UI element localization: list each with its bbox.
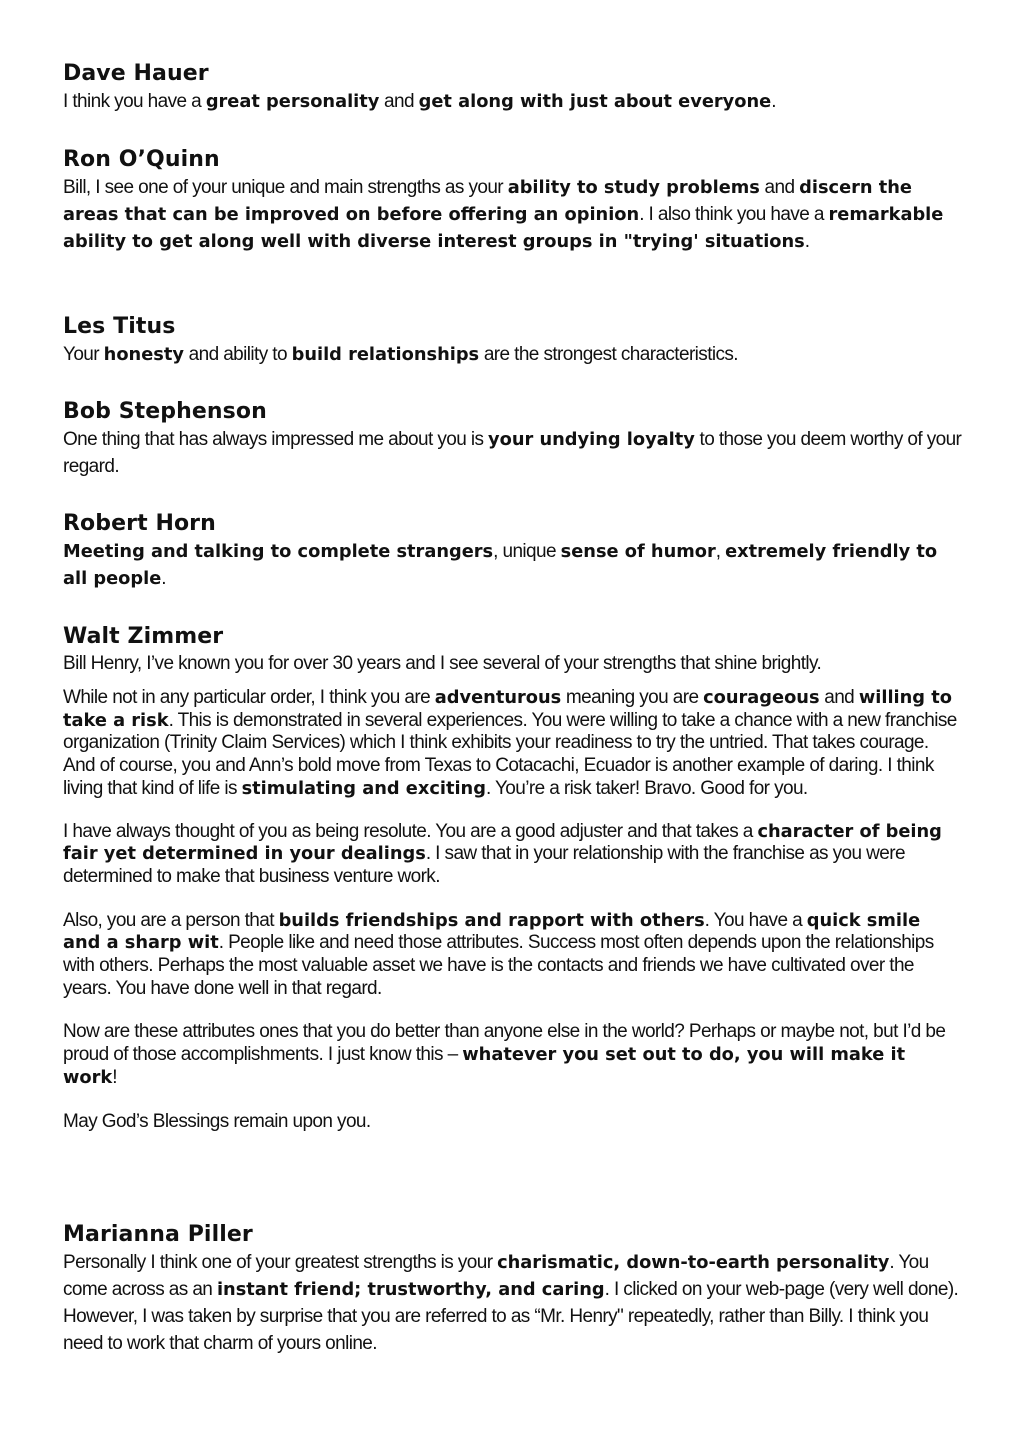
text-run: . I also think you have a: [639, 204, 829, 225]
testimonial-text: [63, 1111, 963, 1134]
testimonial-text: [63, 1021, 963, 1089]
text-run: I think you have a: [63, 91, 206, 112]
emphasized-text: your undying loyalty: [488, 429, 695, 450]
emphasized-text: adventurous: [434, 687, 562, 708]
author-name: Ron O’Quinn: [63, 147, 220, 172]
testimonial-bob-stephenson: [63, 398, 963, 480]
text-run: Now are these attributes ones that you do better than anyone else in the world? Perhaps or maybe not, but I’d be proud of those accomplishments. I just know this –: [63, 1021, 946, 1066]
emphasized-text: courageous: [703, 687, 820, 708]
testimonial-text: [63, 426, 963, 480]
text-run: Bill, I see one of your unique and main strengths as your: [63, 177, 508, 198]
text-run: to those you deem worthy of your regard.: [63, 429, 962, 477]
text-run: . I clicked on your web-page (very well done). However, I was taken by surprise that you are referred to as “Mr. Henry" repeatedly, rather than Billy. I think you need to work that charm of yours online.: [63, 1279, 959, 1354]
text-run: Bill Henry, I’ve known you for over 30 years and I see several of your strengths that shine brightly.: [63, 653, 822, 674]
author-name: Walt Zimmer: [63, 624, 224, 649]
emphasized-text: remarkable ability to get along well with diverse interest groups in "trying' situations: [63, 204, 944, 252]
emphasized-text: builds friendships and rapport with others: [278, 909, 705, 931]
text-run: meaning you are: [561, 687, 704, 708]
testimonial-text: [63, 88, 776, 115]
text-run: . You come across as an: [63, 1252, 929, 1300]
testimonial-text: [63, 687, 963, 801]
emphasized-text: sense of humor: [560, 541, 716, 562]
testimonial-les-titus: [63, 313, 738, 368]
text-run: Personally I think one of your greatest strengths is your: [63, 1252, 498, 1273]
testimonial-text: [63, 1249, 963, 1357]
author-name: Marianna Piller: [63, 1222, 253, 1247]
text-run: are the strongest characteristics.: [479, 344, 738, 365]
emphasized-text: whatever you set out to do, you will make it work: [63, 1044, 906, 1088]
emphasized-text: instant friend; trustworthy, and caring: [216, 1279, 605, 1300]
text-run: . I saw that in your relationship with the franchise as you were determined to make that business venture work.: [63, 843, 905, 887]
emphasized-text: extremely friendly to all people: [63, 541, 938, 589]
text-run: and: [759, 177, 800, 198]
text-run: . You’re a risk taker! Bravo. Good for you.: [485, 777, 808, 799]
author-name: Les Titus: [63, 314, 176, 339]
text-run: I have always thought of you as being resolute. You are a good adjuster and that takes a: [63, 820, 758, 842]
text-run: and ability to: [183, 344, 292, 365]
text-run: While not in any particular order, I think you are: [63, 687, 435, 708]
emphasized-text: Meeting and talking to complete strangers: [63, 541, 494, 562]
testimonial-ron-oquinn: [63, 146, 963, 255]
testimonial-text: [63, 910, 963, 1001]
text-run: Also, you are a person that: [63, 909, 279, 931]
testimonial-text: [63, 650, 963, 677]
emphasized-text: willing to take a risk: [63, 687, 952, 731]
emphasized-text: build relationships: [291, 344, 480, 365]
testimonial-robert-horn: [63, 510, 963, 592]
text-run: . People like and need those attributes. Success most often depends upon the relationships with others. Perhaps the most valuable asset we have is the contacts and friends we have cultivated over the years. You have done well in that regard.: [63, 932, 934, 999]
testimonial-dave-hauer: [63, 60, 776, 115]
emphasized-text: ability to study problems: [507, 177, 760, 198]
testimonial-walt-zimmer: [63, 623, 963, 1133]
testimonial-text: [63, 821, 963, 889]
text-run: One thing that has always impressed me about you is: [63, 429, 489, 450]
text-run: Your: [63, 344, 104, 365]
author-name: Dave Hauer: [63, 61, 209, 86]
text-run: . You have a: [704, 909, 807, 931]
text-run: !: [112, 1066, 117, 1088]
text-run: .: [804, 231, 810, 252]
testimonial-text: [63, 174, 963, 255]
testimonial-text: [63, 341, 738, 368]
author-name: Bob Stephenson: [63, 399, 267, 424]
emphasized-text: character of being fair yet determined in your dealings: [63, 820, 942, 865]
emphasized-text: stimulating and exciting: [241, 777, 486, 799]
emphasized-text: get along with just about everyone: [418, 91, 772, 112]
text-run: . This is demonstrated in several experiences. You were willing to take a chance with a new franchise organization (Trinity Claim Services) which I think exhibits your readiness to try the untried. That takes courage. And of course, you and Ann’s bold move from Texas to Cotacachi, Ecuador is another example of daring. I think living that kind of life is: [63, 709, 957, 799]
emphasized-text: charismatic, down-to-earth personality: [497, 1252, 890, 1273]
emphasized-text: honesty: [103, 344, 184, 365]
emphasized-text: great personality: [205, 91, 380, 112]
text-run: and: [379, 91, 419, 112]
text-run: and: [819, 687, 859, 708]
text-run: , unique: [493, 541, 561, 562]
text-run: .: [771, 91, 776, 112]
testimonial-marianna-piller: [63, 1221, 963, 1357]
testimonial-text: [63, 538, 963, 592]
emphasized-text: quick smile and a sharp wit: [63, 909, 921, 954]
text-run: May God’s Blessings remain upon you.: [63, 1110, 371, 1132]
text-run: ,: [715, 541, 726, 562]
emphasized-text: discern the areas that can be improved on before offering an opinion: [63, 177, 912, 225]
author-name: Robert Horn: [63, 511, 216, 536]
text-run: .: [161, 568, 166, 589]
